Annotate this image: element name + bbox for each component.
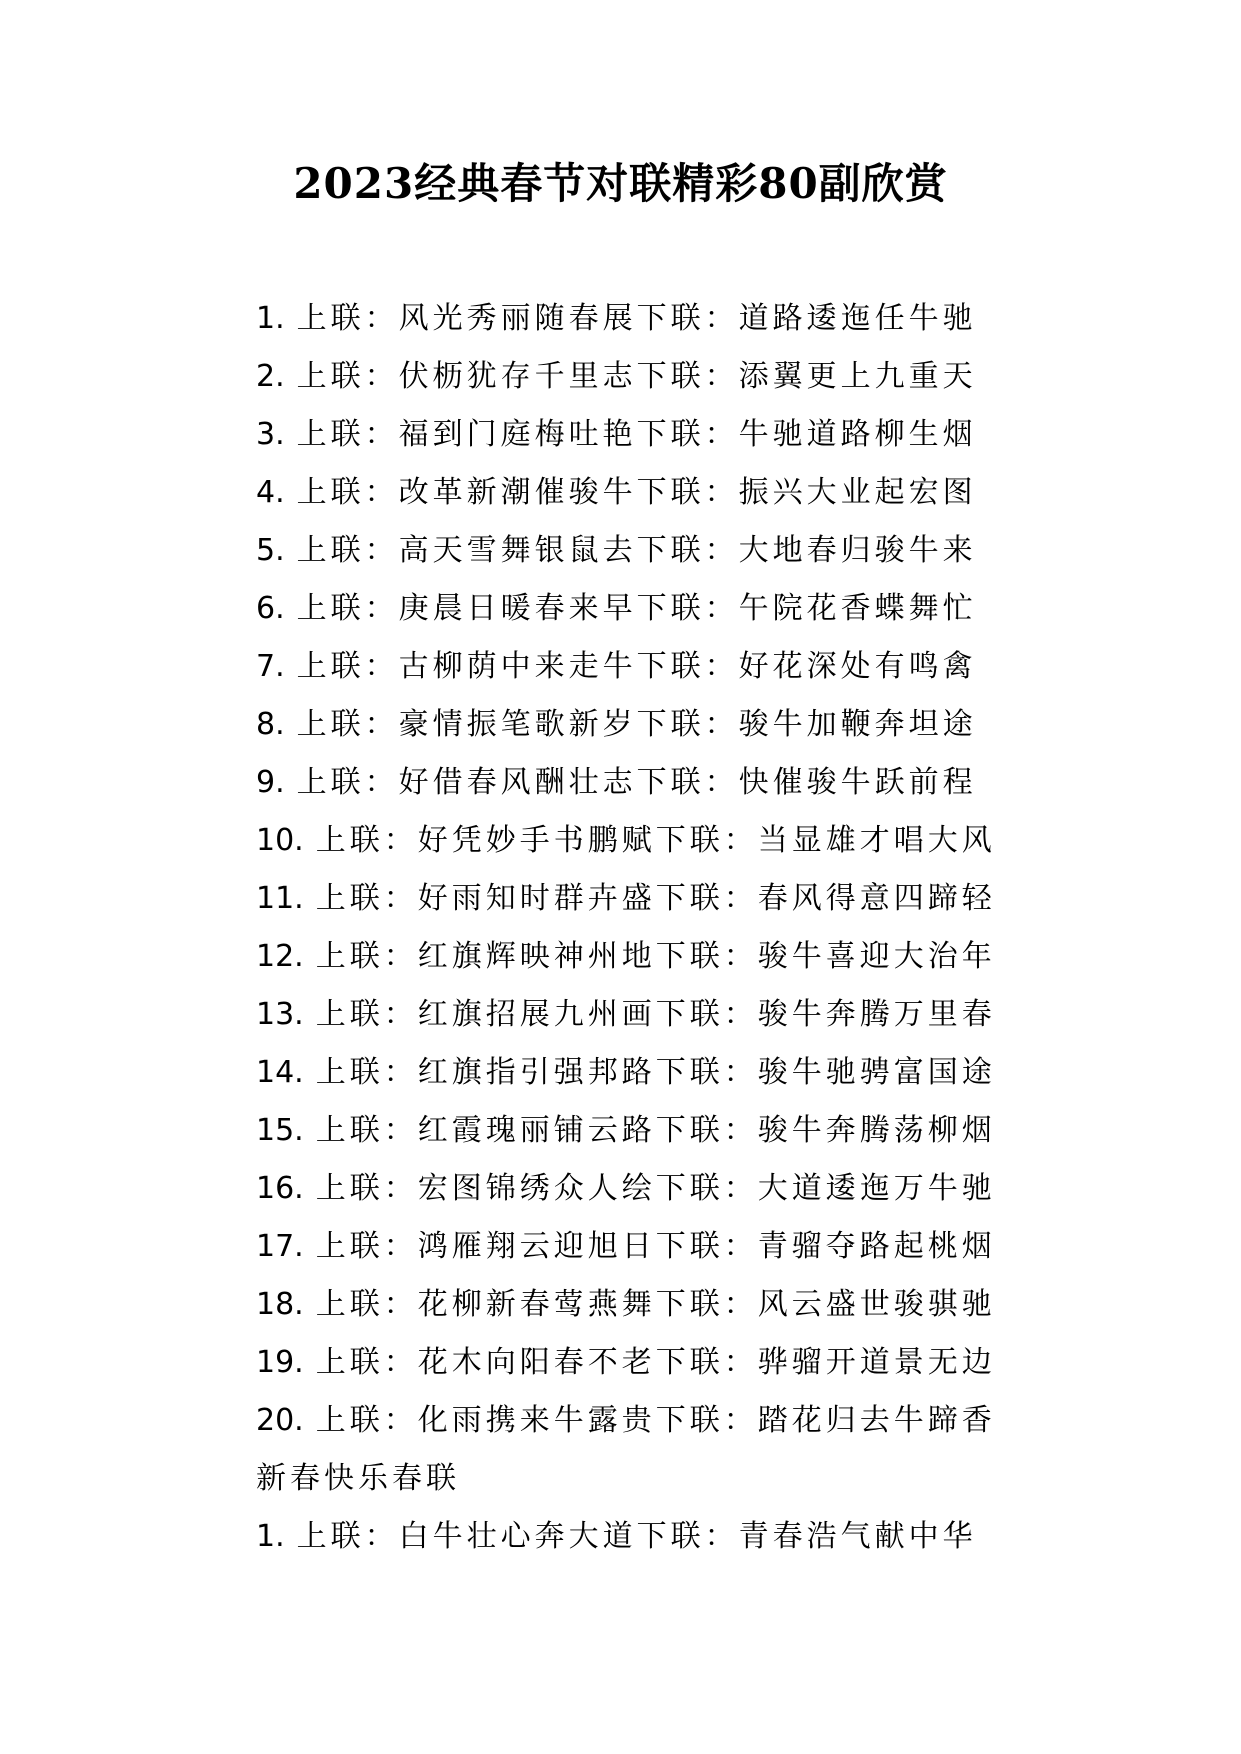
lower-label: 下联： bbox=[636, 359, 739, 394]
lower-line: 当显雄才唱大风 bbox=[757, 823, 996, 858]
upper-label: 上联： bbox=[315, 1055, 418, 1090]
lower-label: 下联： bbox=[636, 1519, 739, 1554]
lower-label: 下联： bbox=[655, 1055, 758, 1090]
couplet-row bbox=[256, 870, 1016, 928]
upper-line: 红旗指引强邦路 bbox=[417, 1055, 656, 1090]
couplet-number: 14. bbox=[256, 1055, 304, 1090]
couplet-number: 9. bbox=[256, 765, 285, 800]
upper-line: 好雨知时群卉盛 bbox=[417, 881, 656, 916]
couplet-row bbox=[256, 638, 1016, 696]
upper-label: 上联： bbox=[296, 533, 399, 568]
upper-line: 好借春风酬壮志 bbox=[398, 765, 637, 800]
couplet-number: 1. bbox=[256, 1519, 285, 1554]
couplet-number: 15. bbox=[256, 1113, 304, 1148]
upper-line: 改革新潮催骏牛 bbox=[398, 475, 637, 510]
lower-label: 下联： bbox=[655, 1403, 758, 1438]
lower-line: 道路逶迤任牛驰 bbox=[738, 301, 977, 336]
lower-line: 骏牛奔腾万里春 bbox=[757, 997, 996, 1032]
upper-line: 庚晨日暖春来早 bbox=[398, 591, 637, 626]
upper-line: 花柳新春莺燕舞 bbox=[417, 1287, 656, 1322]
lower-line: 快催骏牛跃前程 bbox=[738, 765, 977, 800]
lower-label: 下联： bbox=[655, 997, 758, 1032]
couplet-number: 20. bbox=[256, 1403, 304, 1438]
upper-line: 风光秀丽随春展 bbox=[398, 301, 637, 336]
lower-line: 骏牛奔腾荡柳烟 bbox=[757, 1113, 996, 1148]
couplet-number: 8. bbox=[256, 707, 285, 742]
couplet-row bbox=[256, 1276, 1016, 1334]
couplet-number: 11. bbox=[256, 881, 304, 916]
lower-label: 下联： bbox=[636, 649, 739, 684]
lower-line: 骏牛驰骋富国途 bbox=[757, 1055, 996, 1090]
upper-line: 宏图锦绣众人绘 bbox=[417, 1171, 656, 1206]
couplet-row bbox=[256, 580, 1016, 638]
lower-line: 午院花香蝶舞忙 bbox=[738, 591, 977, 626]
lower-label: 下联： bbox=[636, 591, 739, 626]
couplet-row bbox=[256, 1218, 1016, 1276]
upper-line: 花木向阳春不老 bbox=[417, 1345, 656, 1380]
couplet-number: 16. bbox=[256, 1171, 304, 1206]
upper-label: 上联： bbox=[296, 707, 399, 742]
upper-label: 上联： bbox=[296, 649, 399, 684]
lower-label: 下联： bbox=[636, 533, 739, 568]
upper-label: 上联： bbox=[315, 881, 418, 916]
upper-label: 上联： bbox=[296, 301, 399, 336]
couplet-number: 10. bbox=[256, 823, 304, 858]
lower-line: 牛驰道路柳生烟 bbox=[738, 417, 977, 452]
lower-line: 好花深处有鸣禽 bbox=[738, 649, 977, 684]
lower-line: 青春浩气献中华 bbox=[738, 1519, 977, 1554]
couplet-number: 12. bbox=[256, 939, 304, 974]
couplet-number: 3. bbox=[256, 417, 285, 452]
lower-line: 添翼更上九重天 bbox=[738, 359, 977, 394]
couplet-number: 6. bbox=[256, 591, 285, 626]
couplet-row bbox=[256, 1508, 1016, 1566]
upper-line: 化雨携来牛露贵 bbox=[417, 1403, 656, 1438]
lower-line: 大地春归骏牛来 bbox=[738, 533, 977, 568]
lower-label: 下联： bbox=[636, 417, 739, 452]
lower-line: 青骝夺路起桃烟 bbox=[757, 1229, 996, 1264]
upper-label: 上联： bbox=[296, 417, 399, 452]
upper-line: 白牛壮心奔大道 bbox=[398, 1519, 637, 1554]
lower-label: 下联： bbox=[655, 1287, 758, 1322]
upper-line: 伏枥犹存千里志 bbox=[398, 359, 637, 394]
lower-line: 春风得意四蹄轻 bbox=[757, 881, 996, 916]
upper-label: 上联： bbox=[315, 997, 418, 1032]
upper-label: 上联： bbox=[296, 475, 399, 510]
lower-label: 下联： bbox=[655, 1113, 758, 1148]
page-title: 2023经典春节对联精彩80副欣赏 bbox=[293, 159, 948, 208]
couplet-row bbox=[256, 348, 1016, 406]
upper-label: 上联： bbox=[315, 823, 418, 858]
upper-label: 上联： bbox=[296, 359, 399, 394]
lower-label: 下联： bbox=[655, 823, 758, 858]
couplet-number: 19. bbox=[256, 1345, 304, 1380]
lower-label: 下联： bbox=[655, 881, 758, 916]
upper-line: 鸿雁翔云迎旭日 bbox=[417, 1229, 656, 1264]
upper-line: 好凭妙手书鹏赋 bbox=[417, 823, 656, 858]
upper-line: 古柳荫中来走牛 bbox=[398, 649, 637, 684]
couplet-row bbox=[256, 1044, 1016, 1102]
couplet-row bbox=[256, 406, 1016, 464]
lower-line: 骅骝开道景无边 bbox=[757, 1345, 996, 1380]
upper-label: 上联： bbox=[315, 1113, 418, 1148]
upper-label: 上联： bbox=[296, 765, 399, 800]
upper-label: 上联： bbox=[315, 1345, 418, 1380]
couplet-row bbox=[256, 1102, 1016, 1160]
upper-line: 福到门庭梅吐艳 bbox=[398, 417, 637, 452]
lower-label: 下联： bbox=[636, 765, 739, 800]
lower-label: 下联： bbox=[655, 1229, 758, 1264]
couplet-number: 7. bbox=[256, 649, 285, 684]
couplet-row bbox=[256, 928, 1016, 986]
upper-line: 红霞瑰丽铺云路 bbox=[417, 1113, 656, 1148]
upper-label: 上联： bbox=[296, 591, 399, 626]
couplet-number: 1. bbox=[256, 301, 285, 336]
lower-label: 下联： bbox=[636, 475, 739, 510]
lower-label: 下联： bbox=[636, 301, 739, 336]
upper-line: 红旗辉映神州地 bbox=[417, 939, 656, 974]
couplet-row bbox=[256, 1160, 1016, 1218]
lower-line: 骏牛喜迎大治年 bbox=[757, 939, 996, 974]
upper-label: 上联： bbox=[315, 939, 418, 974]
lower-label: 下联： bbox=[655, 1171, 758, 1206]
couplet-number: 5. bbox=[256, 533, 285, 568]
couplet-row bbox=[256, 754, 1016, 812]
upper-label: 上联： bbox=[296, 1519, 399, 1554]
couplet-row bbox=[256, 1392, 1016, 1450]
couplet-row bbox=[256, 986, 1016, 1044]
lower-line: 骏牛加鞭奔坦途 bbox=[738, 707, 977, 742]
couplet-row bbox=[256, 522, 1016, 580]
upper-label: 上联： bbox=[315, 1287, 418, 1322]
lower-label: 下联： bbox=[655, 939, 758, 974]
couplet-number: 4. bbox=[256, 475, 285, 510]
couplet-row bbox=[256, 696, 1016, 754]
couplet-number: 17. bbox=[256, 1229, 304, 1264]
lower-label: 下联： bbox=[655, 1345, 758, 1380]
upper-label: 上联： bbox=[315, 1403, 418, 1438]
upper-line: 豪情振笔歌新岁 bbox=[398, 707, 637, 742]
couplet-list bbox=[256, 290, 1016, 1566]
couplet-number: 13. bbox=[256, 997, 304, 1032]
couplet-number: 18. bbox=[256, 1287, 304, 1322]
section-heading: 新春快乐春联 bbox=[256, 1461, 460, 1496]
upper-label: 上联： bbox=[315, 1171, 418, 1206]
upper-label: 上联： bbox=[315, 1229, 418, 1264]
couplet-row bbox=[256, 812, 1016, 870]
lower-label: 下联： bbox=[636, 707, 739, 742]
upper-line: 高天雪舞银鼠去 bbox=[398, 533, 637, 568]
lower-line: 踏花归去牛蹄香 bbox=[757, 1403, 996, 1438]
couplet-row bbox=[256, 290, 1016, 348]
couplet-row bbox=[256, 464, 1016, 522]
couplet-row bbox=[256, 1334, 1016, 1392]
lower-line: 振兴大业起宏图 bbox=[738, 475, 977, 510]
lower-line: 大道逶迤万牛驰 bbox=[757, 1171, 996, 1206]
couplet-number: 2. bbox=[256, 359, 285, 394]
upper-line: 红旗招展九州画 bbox=[417, 997, 656, 1032]
lower-line: 风云盛世骏骐驰 bbox=[757, 1287, 996, 1322]
